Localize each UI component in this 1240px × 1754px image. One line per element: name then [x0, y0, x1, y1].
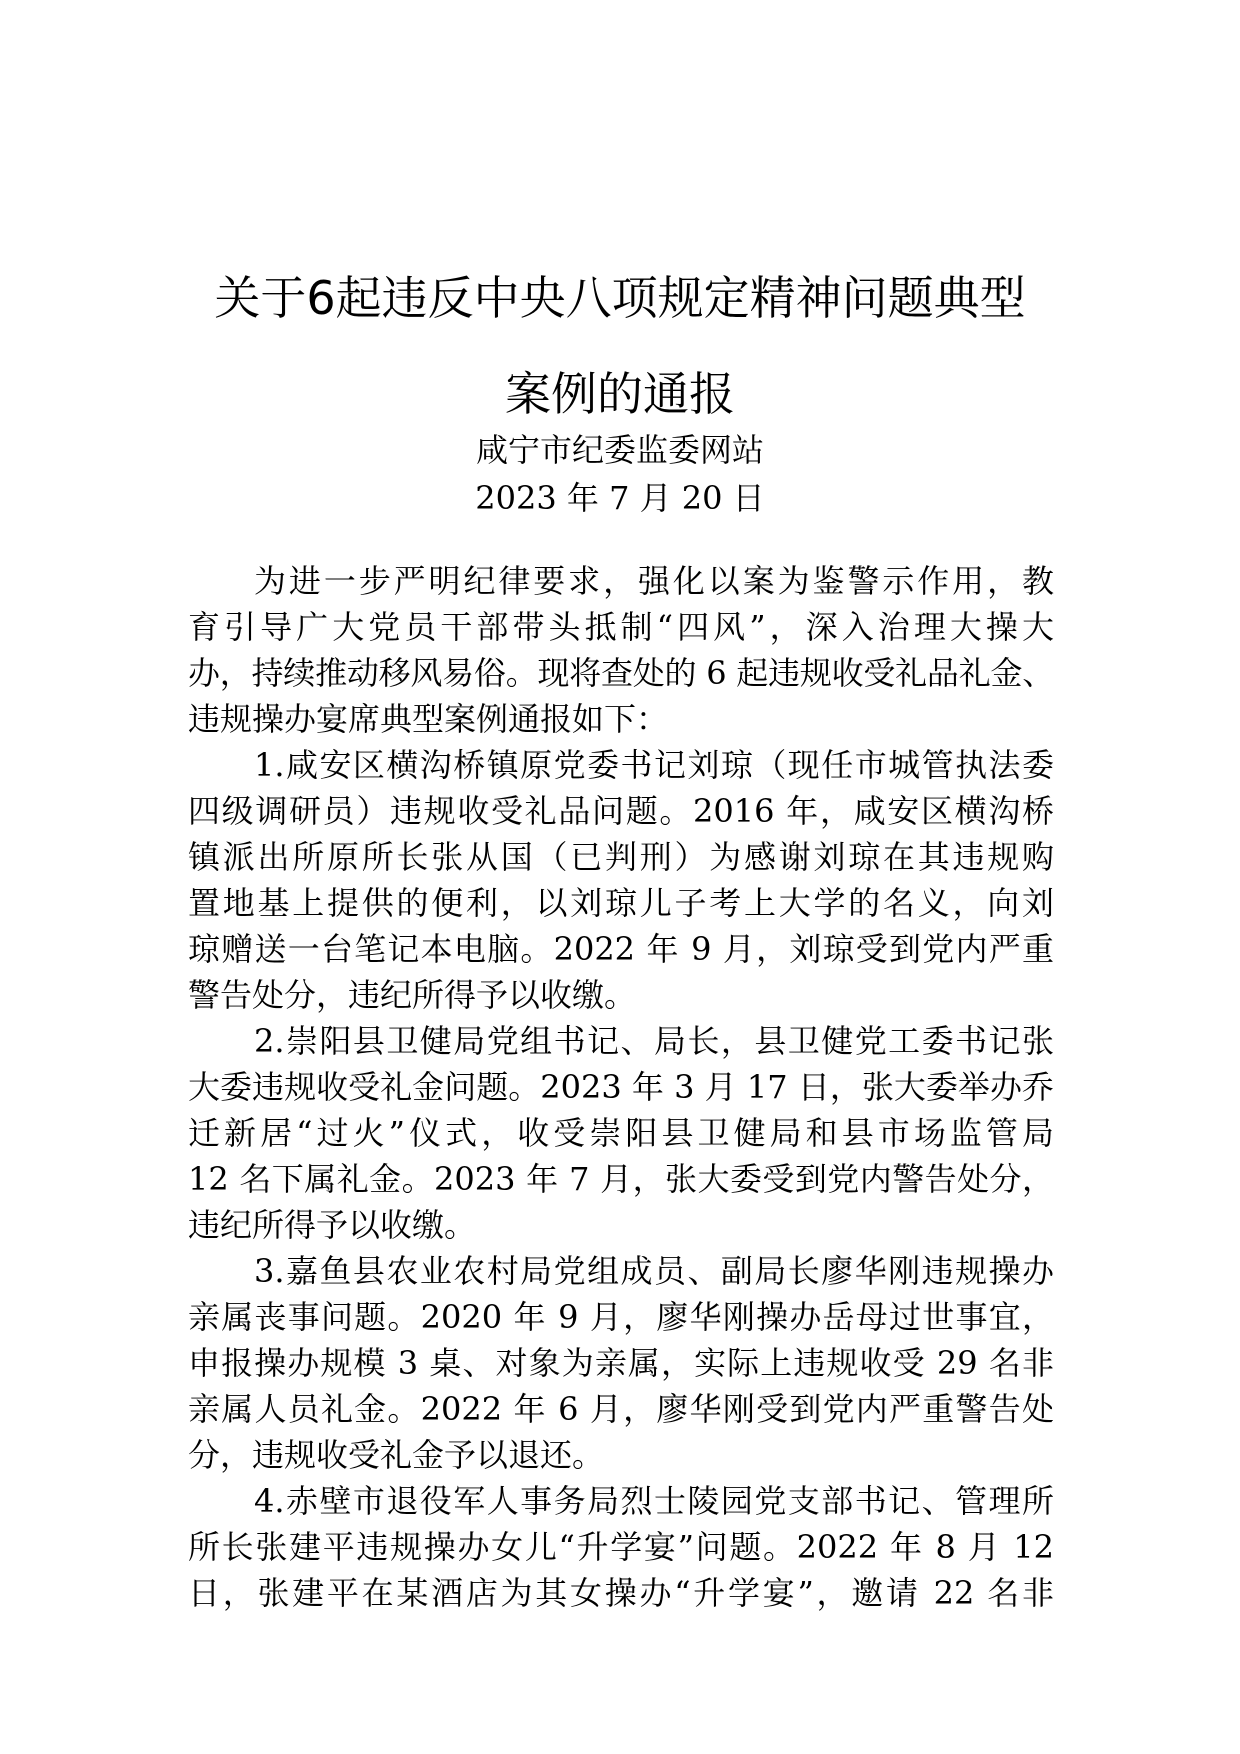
text-line: 为进一步严明纪律要求，强化以案为鉴警示作用，教 — [254, 562, 1054, 600]
text-line: 琼赠送一台笔记本电脑。2022 年 9 月，刘琼受到党内严重 — [188, 930, 1054, 968]
text-line: 4.赤壁市退役军人事务局烈士陵园党支部书记、管理所 — [254, 1482, 1054, 1520]
text-line: 违规操办宴席典型案例通报如下： — [188, 700, 669, 738]
text-line: 警告处分，违纪所得予以收缴。 — [188, 976, 637, 1014]
text-line: 日，张建平在某酒店为其女操办“升学宴”，邀请 22 名非 — [188, 1574, 1054, 1612]
text-line: 1.咸安区横沟桥镇原党委书记刘琼（现任市城管执法委 — [254, 746, 1054, 784]
document-date: 2023 年 7 月 20 日 — [475, 479, 765, 517]
paragraph-intro — [188, 558, 1054, 742]
document-title — [150, 250, 1090, 442]
paragraph-case-3 — [188, 1248, 1054, 1478]
title-line-2: 案例的通报 — [505, 367, 735, 421]
text-line: 3.嘉鱼县农业农村局党组成员、副局长廖华刚违规操办 — [254, 1252, 1054, 1290]
document-source: 咸宁市纪委监委网站 — [475, 431, 764, 469]
text-line: 分，违规收受礼金予以退还。 — [188, 1436, 605, 1474]
text-line: 亲属丧事问题。2020 年 9 月，廖华刚操办岳母过世事宜， — [188, 1298, 1054, 1336]
paragraph-case-4 — [188, 1478, 1054, 1616]
text-line: 12 名下属礼金。2023 年 7 月，张大委受到党内警告处分， — [188, 1160, 1054, 1198]
text-line: 办，持续推动移风易俗。现将查处的 6 起违规收受礼品礼金、 — [188, 654, 1054, 692]
paragraph-case-2 — [188, 1018, 1054, 1248]
text-line: 2.崇阳县卫健局党组书记、局长，县卫健党工委书记张 — [254, 1022, 1054, 1060]
text-line: 违纪所得予以收缴。 — [188, 1206, 477, 1244]
title-line-1: 关于6起违反中央八项规定精神问题典型 — [214, 271, 1026, 325]
document-body — [188, 558, 1054, 1616]
text-line: 亲属人员礼金。2022 年 6 月，廖华刚受到党内严重警告处 — [188, 1390, 1054, 1428]
text-line: 申报操办规模 3 桌、对象为亲属，实际上违规收受 29 名非 — [188, 1344, 1054, 1382]
text-line: 育引导广大党员干部带头抵制“四风”，深入治理大操大 — [188, 608, 1054, 646]
text-line: 所长张建平违规操办女儿“升学宴”问题。2022 年 8 月 12 — [188, 1528, 1054, 1566]
text-line: 镇派出所原所长张从国（已判刑）为感谢刘琼在其违规购 — [188, 838, 1054, 876]
text-line: 置地基上提供的便利，以刘琼儿子考上大学的名义，向刘 — [188, 884, 1054, 922]
text-line: 四级调研员）违规收受礼品问题。2016 年，咸安区横沟桥 — [188, 792, 1054, 830]
paragraph-case-1 — [188, 742, 1054, 1018]
text-line: 迁新居“过火”仪式，收受崇阳县卫健局和县市场监管局 — [188, 1114, 1054, 1152]
text-line: 大委违规收受礼金问题。2023 年 3 月 17 日，张大委举办乔 — [188, 1068, 1054, 1106]
